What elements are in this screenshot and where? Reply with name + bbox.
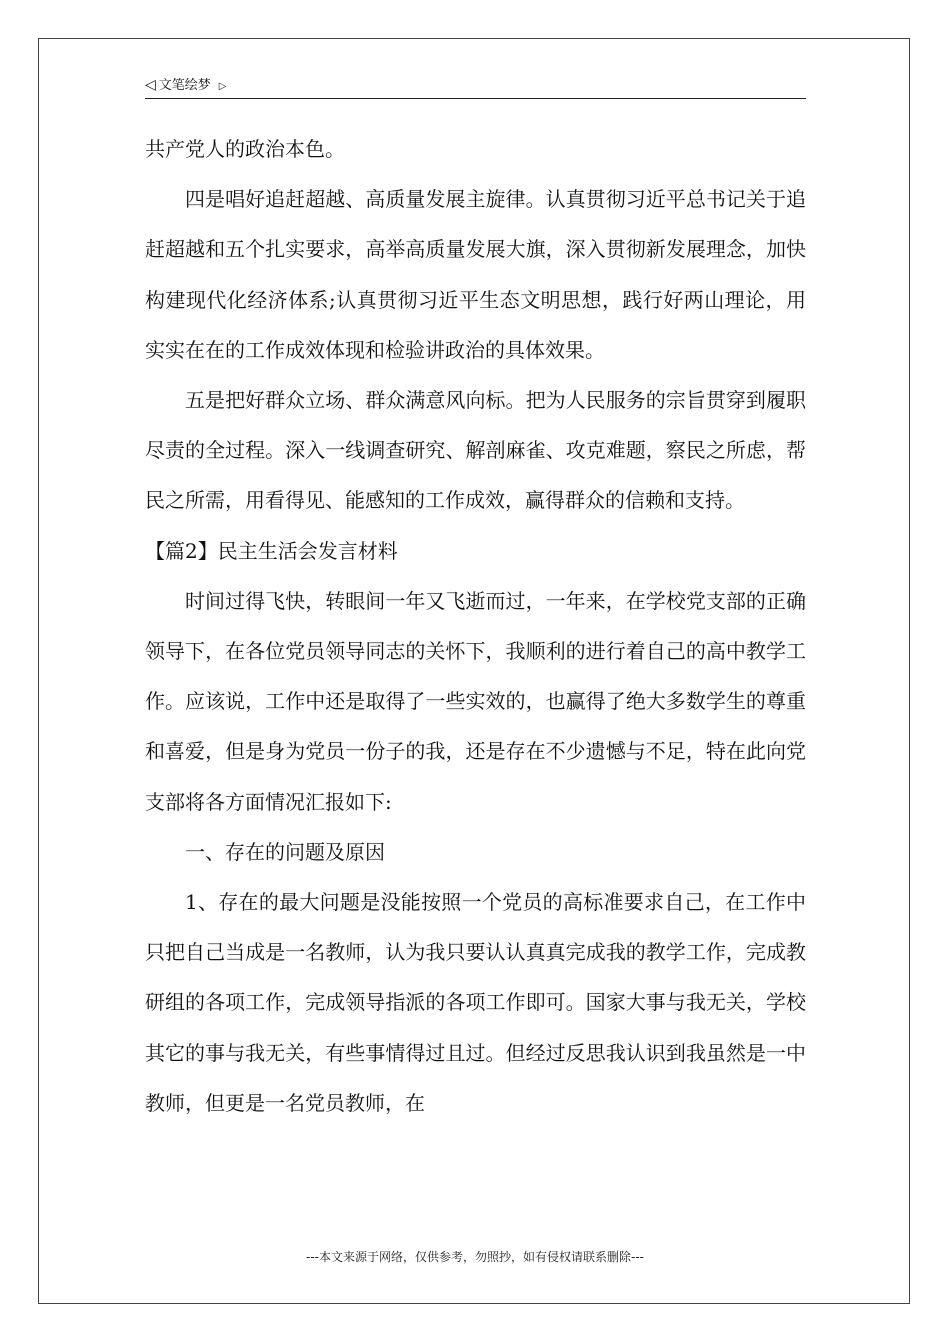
paragraph-intro: 时间过得飞快，转眼间一年又飞逝而过，一年来，在学校党支部的正确领导下，在各位党员领导同志的关怀下，我顺利的进行着自己的高中教学工作。应该说，工作中还是取得了一些实效的，也赢得了绝大多数学生的尊重和喜爱，但是身为党员一份子的我，还是存在不少遗憾与不足，特在此向党支部将各方面情况汇报如下:	[145, 588, 806, 814]
left-triangle-icon: ◁	[145, 77, 156, 93]
page-footer: ---本文来源于网络，仅供参考，勿照抄，如有侵权请联系删除---	[306, 1250, 644, 1264]
document-body	[145, 124, 806, 1128]
paragraph-continuation: 共产党人的政治本色。	[145, 137, 345, 161]
header-divider	[145, 98, 806, 99]
paragraph-point-four: 四是唱好追赶超越、高质量发展主旋律。认真贯彻习近平总书记关于追赶超越和五个扎实要求，高举高质量发展大旗，深入贯彻新发展理念，加快构建现代化经济体系;认真贯彻习近平生态文明思想，践行好两山理论，用实实在在的工作成效体现和检验讲政治的具体效果。	[145, 187, 806, 362]
page-header	[145, 74, 806, 98]
right-triangle-icon: ▷	[218, 81, 227, 92]
subsection-heading: 一、存在的问题及原因	[185, 839, 385, 864]
paragraph-item-one: 1、存在的最大问题是没能按照一个党员的高标准要求自己，在工作中只把自己当成是一名教师，认为我只要认认真真完成我的教学工作，完成教研组的各项工作，完成领导指派的各项工作即可。国家大事与我无关，学校其它的事与我无关，有些事情得过且过。但经过反思我认识到我虽然是一中教师，但更是一名党员教师，在	[145, 890, 806, 1115]
section-heading: 【篇2】民主生活会发言材料	[145, 538, 398, 563]
header-title: 文笔绘梦	[158, 78, 211, 93]
paragraph-point-five: 五是把好群众立场、群众满意风向标。把为人民服务的宗旨贯穿到履职尽责的全过程。深入一线调查研究、解剖麻雀、攻克难题，察民之所虑，帮民之所需，用看得见、能感知的工作成效，赢得群众的信赖和支持。	[145, 388, 806, 513]
